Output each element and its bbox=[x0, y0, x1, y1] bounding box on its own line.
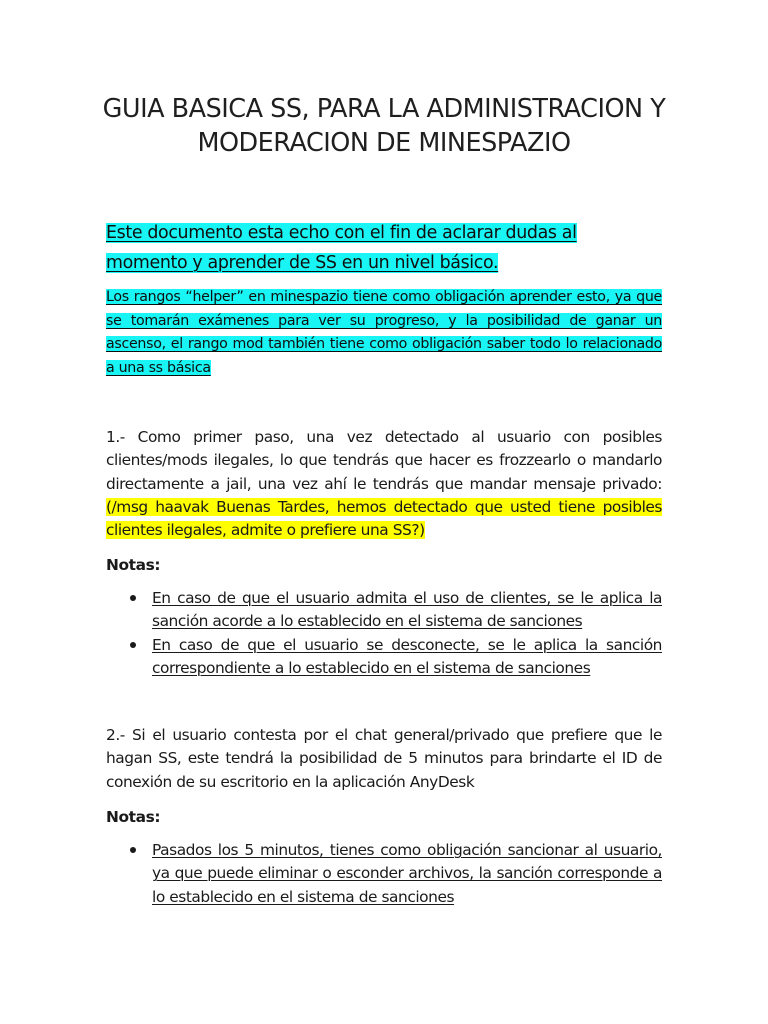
step-2-notes-list bbox=[130, 839, 662, 909]
list-item bbox=[130, 587, 662, 634]
step-2-notes-heading: Notas: bbox=[106, 808, 161, 826]
bullet-icon bbox=[130, 642, 136, 648]
step-1-text: 1.- Como primer paso, una vez detectado al usuario con posibles clientes/mods ilegales, lo que tendrás que hacer es frozzearlo o mandarlo directamente a jail, una vez ahí le tendrás que mandar mensaje privado: bbox=[106, 428, 662, 493]
title-line-2: MODERACION DE MINESPAZIO bbox=[197, 128, 571, 158]
bullet-icon bbox=[130, 847, 136, 853]
note-text: En caso de que el usuario se desconecte, se le aplica la sanción correspondiente a lo establecido en el sistema de sanciones bbox=[152, 635, 662, 677]
document-title bbox=[100, 92, 668, 160]
step-1-message-highlight: (/msg haavak Buenas Tardes, hemos detectado que usted tiene posibles clientes ilegales, admite o prefiere una SS?) bbox=[106, 497, 662, 540]
rangos-highlight: Los rangos “helper” en minespazio tiene como obligación aprender esto, ya que se tomarán exámenes para ver su progreso, y la posibilidad de ganar un ascenso, el rango mod también tiene como obligación saber todo lo relacionado a una ss básica bbox=[106, 289, 662, 376]
step-2-paragraph: 2.- Si el usuario contesta por el chat general/privado que prefiere que le hagan SS, este tendrá la posibilidad de 5 minutos para brindarte el ID de conexión de su escritorio en la aplicación AnyDesk bbox=[106, 726, 662, 791]
step-1-paragraph bbox=[106, 426, 662, 542]
list-item bbox=[130, 839, 662, 909]
intro-paragraph bbox=[106, 218, 662, 278]
title-line-1: GUIA BASICA SS, PARA LA ADMINISTRACION Y bbox=[102, 94, 666, 124]
intro-highlight: Este documento esta echo con el fin de aclarar dudas al momento y aprender de SS en un nivel básico. bbox=[106, 223, 577, 273]
list-item bbox=[130, 634, 662, 681]
step-1-notes-list bbox=[130, 587, 662, 680]
rangos-paragraph bbox=[106, 286, 662, 380]
note-text: En caso de que el usuario admita el uso de clientes, se le aplica la sanción acorde a lo establecido en el sistema de sanciones bbox=[152, 589, 662, 631]
note-text: Pasados los 5 minutos, tienes como obligación sancionar al usuario, ya que puede eliminar o esconder archivos, la sanción corresponde a lo establecido en el sistema de sanciones bbox=[152, 841, 662, 906]
bullet-icon bbox=[130, 595, 136, 601]
step-1-notes-heading: Notas: bbox=[106, 556, 161, 574]
